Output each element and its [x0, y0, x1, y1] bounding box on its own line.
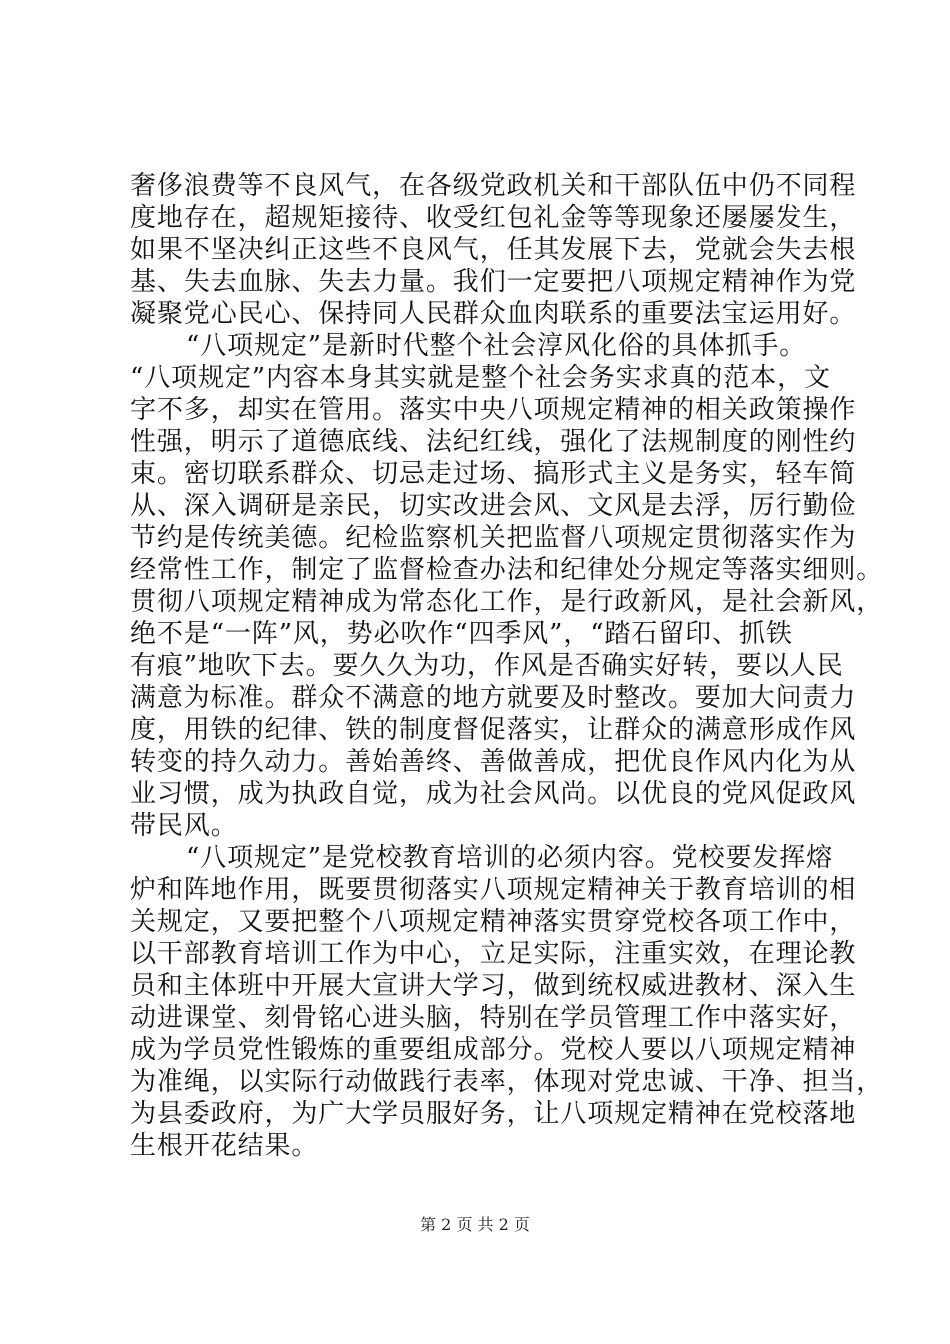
- page-number-footer: 第 2 页 共 2 页: [420, 1215, 530, 1234]
- body-line: 奢侈浪费等不良风气，在各级党政机关和干部队伍中仍不同程: [130, 171, 857, 201]
- body-line: 如果不坚决纠正这些不良风气，任其发展下去，党就会失去根: [130, 235, 857, 265]
- body-line: 从、深入调研是亲民，切实改进会风、文风是去浮，厉行勤俭: [130, 491, 857, 521]
- body-line: 经常性工作，制定了监督检查办法和纪律处分规定等落实细则。: [130, 555, 884, 585]
- body-line: 性强，明示了道德底线、法纪红线，强化了法规制度的刚性约: [130, 427, 857, 457]
- body-line: 为准绳，以实际行动做践行表率，体现对党忠诚、干净、担当，: [130, 1067, 884, 1097]
- body-line: 字不多，却实在管用。落实中央八项规定精神的相关政策操作: [130, 395, 857, 425]
- body-line: 为县委政府，为广大学员服好务，让八项规定精神在党校落地: [130, 1099, 857, 1129]
- body-line: 生根开花结果。: [130, 1131, 319, 1161]
- body-line: 满意为标准。群众不满意的地方就要及时整改。要加大问责力: [130, 683, 857, 713]
- body-line: 以干部教育培训工作为中心，立足实际，注重实效，在理论教: [130, 939, 857, 969]
- paragraph-start-line: “八项规定”是新时代整个社会淳风化俗的具体抓手。: [186, 331, 807, 361]
- body-line: 转变的持久动力。善始善终、善做善成，把优良作风内化为从: [130, 747, 857, 777]
- body-line: 凝聚党心民心、保持同人民群众血肉联系的重要法宝运用好。: [130, 299, 857, 329]
- body-line: “八项规定”内容本身其实就是整个社会务实求真的范本，文: [130, 363, 831, 393]
- body-line: 带民风。: [130, 811, 238, 841]
- body-line: 动进课堂、刻骨铭心进头脑，特别在学员管理工作中落实好，: [130, 1003, 857, 1033]
- body-line: 贯彻八项规定精神成为常态化工作，是行政新风，是社会新风，: [130, 587, 884, 617]
- body-line: 关规定，又要把整个八项规定精神落实贯穿党校各项工作中，: [130, 907, 857, 937]
- body-line: 度地存在，超规矩接待、收受红包礼金等等现象还屡屡发生，: [130, 203, 857, 233]
- body-line: 业习惯，成为执政自觉，成为社会风尚。以优良的党风促政风: [130, 779, 857, 809]
- body-line: 度，用铁的纪律、铁的制度督促落实，让群众的满意形成作风: [130, 715, 857, 745]
- body-line: 束。密切联系群众、切忌走过场、搞形式主义是务实，轻车简: [130, 459, 857, 489]
- body-line: 绝不是“一阵”风，势必吹作“四季风”，“踏石留印、抓铁: [130, 619, 793, 649]
- body-line: 成为学员党性锻炼的重要组成部分。党校人要以八项规定精神: [130, 1035, 857, 1065]
- paragraph-start-line: “八项规定”是党校教育培训的必须内容。党校要发挥熔: [186, 843, 834, 873]
- body-line: 基、失去血脉、失去力量。我们一定要把八项规定精神作为党: [130, 267, 857, 297]
- body-line: 节约是传统美德。纪检监察机关把监督八项规定贯彻落实作为: [130, 523, 857, 553]
- body-line: 员和主体班中开展大宣讲大学习，做到统权威进教材、深入生: [130, 971, 857, 1001]
- body-line: 炉和阵地作用，既要贯彻落实八项规定精神关于教育培训的相: [130, 875, 857, 905]
- body-line: 有痕”地吹下去。要久久为功，作风是否确实好转，要以人民: [130, 651, 844, 681]
